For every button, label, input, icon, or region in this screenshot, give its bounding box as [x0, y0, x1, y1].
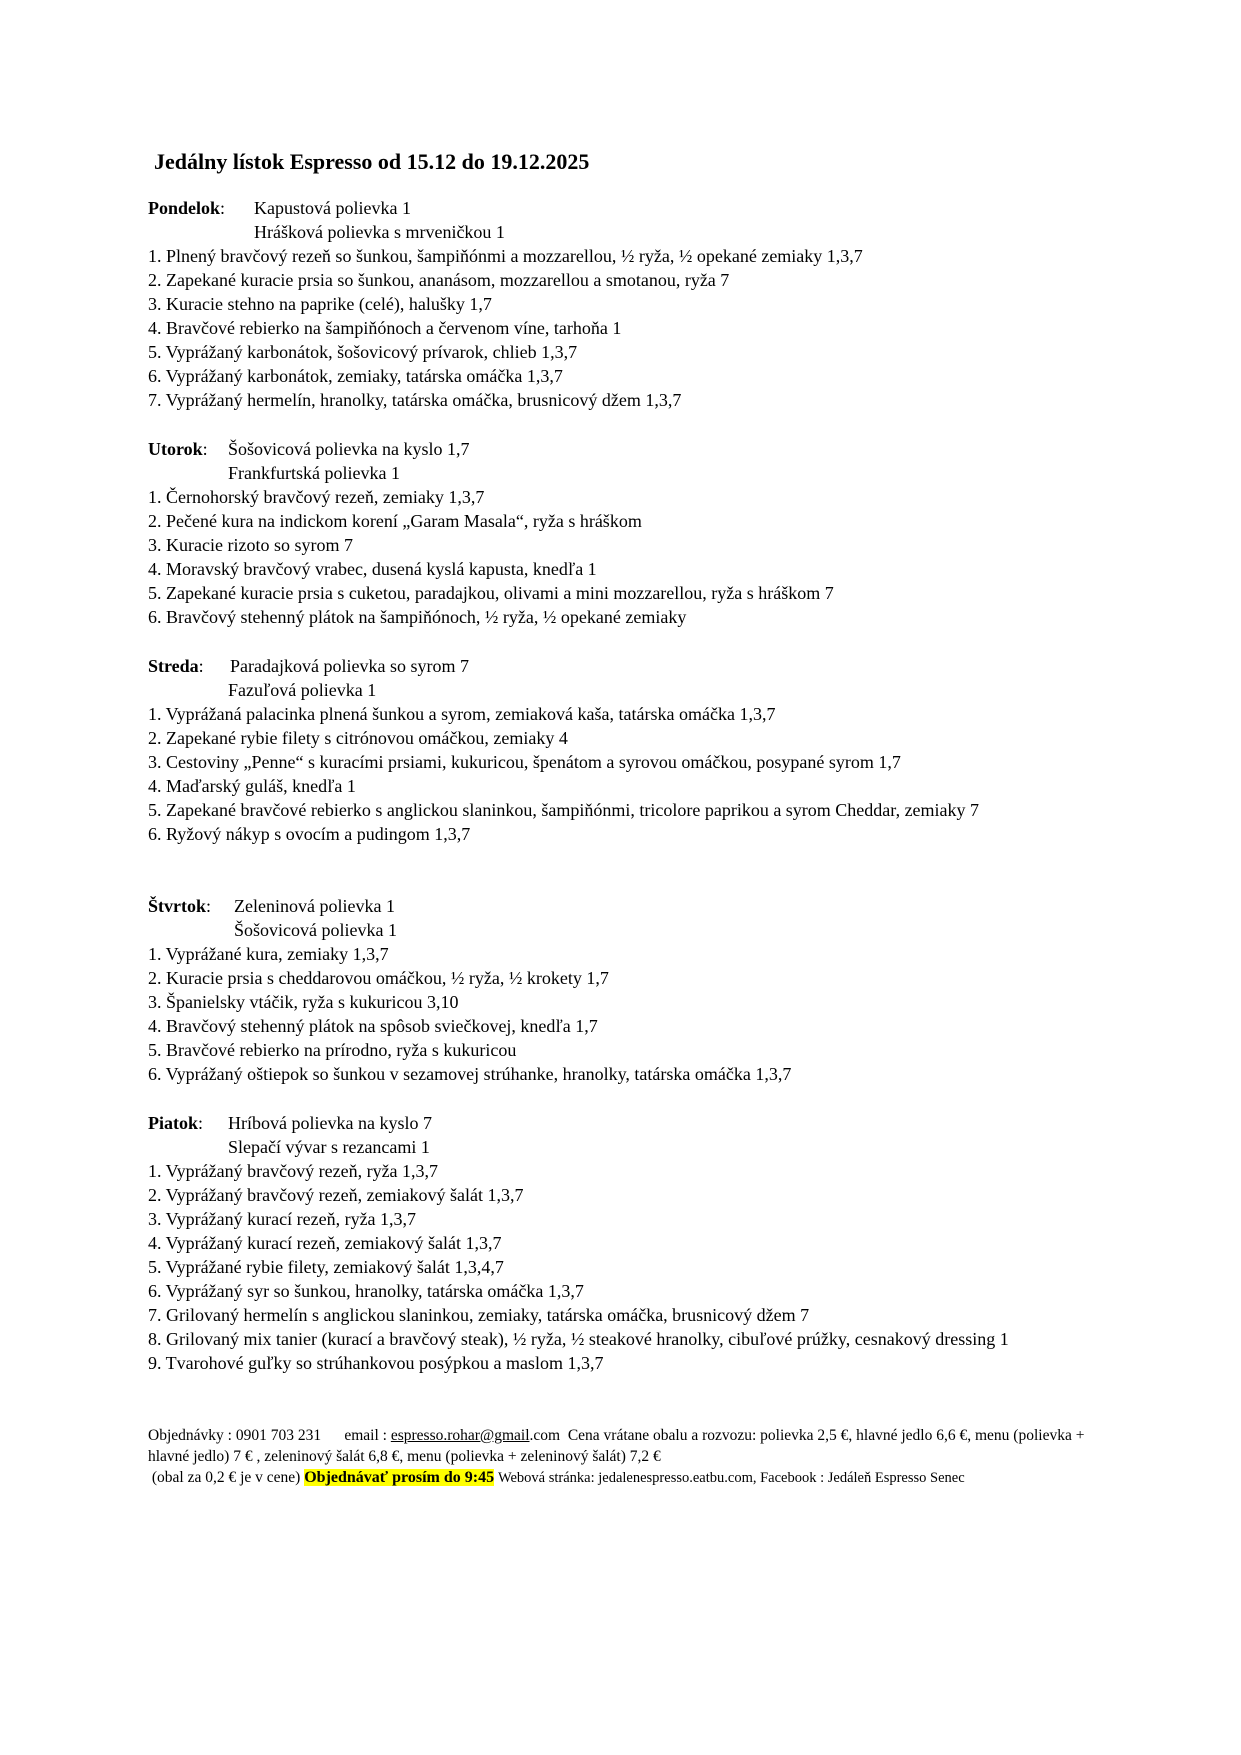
- dish-item: 4. Maďarský guláš, knedľa 1: [148, 776, 356, 796]
- dish-item: 3. Španielsky vtáčik, ryža s kukuricou 3,10: [148, 992, 459, 1012]
- email-label: email :: [344, 1427, 387, 1444]
- dish-item: 6. Vyprážaný syr so šunkou, hranolky, tatárska omáčka 1,3,7: [148, 1281, 584, 1301]
- soup-item: Zeleninová polievka 1: [234, 896, 395, 916]
- soup-item: Šošovicová polievka na kyslo 1,7: [228, 439, 470, 459]
- dish-item: 2. Zapekané kuracie prsia so šunkou, ananásom, mozzarellou a smotanou, ryža 7: [148, 270, 730, 290]
- soup-item: Šošovicová polievka 1: [234, 920, 397, 940]
- day-name: Štvrtok: [148, 896, 206, 916]
- dish-item: 6. Bravčový stehenný plátok na šampiňónoch, ½ ryža, ½ opekané zemiaky: [148, 607, 687, 627]
- dish-item: 1. Vyprážané kura, zemiaky 1,3,7: [148, 944, 389, 964]
- packaging-note: (obal za 0,2 € je v cene): [151, 1469, 301, 1486]
- dish-item: 3. Vyprážaný kurací rezeň, ryža 1,3,7: [148, 1209, 417, 1229]
- soup-item: Hríbová polievka na kyslo 7: [228, 1113, 432, 1133]
- dish-item: 7. Vyprážaný hermelín, hranolky, tatárska omáčka, brusnicový džem 1,3,7: [148, 390, 682, 410]
- dish-item: 3. Kuracie stehno na paprike (celé), halušky 1,7: [148, 294, 492, 314]
- day-name: Piatok: [148, 1113, 199, 1133]
- dish-item: 4. Vyprážaný kurací rezeň, zemiakový šalát 1,3,7: [148, 1233, 502, 1253]
- dish-item: 1. Plnený bravčový rezeň so šunkou, šampiňónmi a mozzarellou, ½ ryža, ½ opekané zemiaky 1,3,7: [148, 246, 863, 266]
- day-name: Utorok: [148, 439, 203, 459]
- email-link[interactable]: espresso.rohar@gmail: [390, 1427, 530, 1444]
- soup-item: Paradajková polievka so syrom 7: [230, 656, 469, 676]
- day-section-streda: Streda: Paradajková polievka so syrom 7 Fazuľová polievka 1 1. Vyprážaná palacinka plnená šunkou a syrom, zemiaková kaša, tatárska omáčka 1,3,7 2. Zapekané rybie filety s citrónovou omáčkou, zemiaky 4 3. Cestoviny „Penne“ s kuracími prsiami, kukuricou, špenátom a syrovou omáčkou, posypané syrom 1,7 4. Maďarský guláš, knedľa 1 5. Zapekané bravčové rebierko s anglickou slaninkou, šampiňónmi, tricolore paprikou a syrom Cheddar, zemiaky 7 6. Ryžový nákyp s ovocím a pudingom 1,3,7: [148, 654, 1148, 846]
- dish-item: 2. Pečené kura na indickom korení „Garam Masala“, ryža s hráškom: [148, 511, 642, 531]
- dish-item: 4. Moravský bravčový vrabec, dusená kyslá kapusta, knedľa 1: [148, 559, 597, 579]
- soup-item: Kapustová polievka 1: [254, 198, 411, 218]
- dish-item: 6. Vyprážaný oštiepok so šunkou v sezamovej strúhanke, hranolky, tatárska omáčka 1,3,7: [148, 1064, 792, 1084]
- dish-item: 9. Tvarohové guľky so strúhankovou posýpkou a maslom 1,3,7: [148, 1353, 604, 1373]
- dish-item: 5. Vyprážané rybie filety, zemiakový šalát 1,3,4,7: [148, 1257, 504, 1277]
- dish-item: 2. Vyprážaný bravčový rezeň, zemiakový šalát 1,3,7: [148, 1185, 524, 1205]
- soup-item: Frankfurtská polievka 1: [228, 463, 400, 483]
- page-title: Jedálny lístok Espresso od 15.12 do 19.12.2025: [154, 149, 590, 174]
- dish-item: 5. Bravčové rebierko na prírodno, ryža s kukuricou: [148, 1040, 517, 1060]
- dish-item: 5. Zapekané bravčové rebierko s anglickou slaninkou, šampiňónmi, tricolore paprikou a syrom Cheddar, zemiaky 7: [148, 800, 980, 820]
- dish-item: 5. Zapekané kuracie prsia s cuketou, paradajkou, olivami a mini mozzarellou, ryža s hráškom 7: [148, 583, 834, 603]
- day-section-utorok: Utorok: Šošovicová polievka na kyslo 1,7 Frankfurtská polievka 1 1. Černohorský bravčový rezeň, zemiaky 1,3,7 2. Pečené kura na indickom korení „Garam Masala“, ryža s hráškom 3. Kuracie rizoto so syrom 7 4. Moravský bravčový vrabec, dusená kyslá kapusta, knedľa 1 5. Zapekané kuracie prsia s cuketou, paradajkou, olivami a mini mozzarellou, ryža s hráškom 7 6. Bravčový stehenný plátok na šampiňónoch, ½ ryža, ½ opekané zemiaky: [148, 437, 1148, 629]
- day-section-piatok: Piatok: Hríbová polievka na kyslo 7 Slepačí vývar s rezancami 1 1. Vyprážaný bravčový rezeň, ryža 1,3,7 2. Vyprážaný bravčový rezeň, zemiakový šalát 1,3,7 3. Vyprážaný kurací rezeň, ryža 1,3,7 4. Vyprážaný kurací rezeň, zemiakový šalát 1,3,7 5. Vyprážané rybie filety, zemiakový šalát 1,3,4,7 6. Vyprážaný syr so šunkou, hranolky, tatárska omáčka 1,3,7 7. Grilovaný hermelín s anglickou slaninkou, zemiaky, tatárska omáčka, brusnicový džem 7 8. Grilovaný mix tanier (kurací a bravčový steak), ½ ryža, ½ steakové hranolky, cibuľové prúžky, cesnakový dressing 1 9. Tvarohové guľky so strúhankovou posýpkou a maslom 1,3,7: [148, 1111, 1148, 1375]
- order-deadline: Objednávať prosím do 9:45: [304, 1469, 495, 1486]
- soup-item: Slepačí vývar s rezancami 1: [228, 1137, 430, 1157]
- dish-item: 2. Kuracie prsia s cheddarovou omáčkou, ½ ryža, ½ krokety 1,7: [148, 968, 609, 988]
- orders-phone: Objednávky : 0901 703 231: [148, 1427, 322, 1444]
- day-section-pondelok: Pondelok: Kapustová polievka 1 Hrášková polievka s mrveničkou 1 1. Plnený bravčový rezeň so šunkou, šampiňónmi a mozzarellou, ½ ryža, ½ opekané zemiaky 1,3,7 2. Zapekané kuracie prsia so šunkou, ananásom, mozzarellou a smotanou, ryža 7 3. Kuracie stehno na paprike (celé), halušky 1,7 4. Bravčové rebierko na šampiňónoch a červenom víne, tarhoňa 1 5. Vyprážaný karbonátok, šošovicový prívarok, chlieb 1,3,7 6. Vyprážaný karbonátok, zemiaky, tatárska omáčka 1,3,7 7. Vyprážaný hermelín, hranolky, tatárska omáčka, brusnicový džem 1,3,7: [148, 196, 1148, 412]
- dish-item: 8. Grilovaný mix tanier (kurací a bravčový steak), ½ ryža, ½ steakové hranolky, cibuľové prúžky, cesnakový dressing 1: [148, 1329, 1009, 1349]
- email-domain: .com: [529, 1427, 561, 1444]
- dish-item: 3. Cestoviny „Penne“ s kuracími prsiami, kukuricou, špenátom a syrovou omáčkou, posypané syrom 1,7: [148, 752, 901, 772]
- dish-item: 1. Vyprážaný bravčový rezeň, ryža 1,3,7: [148, 1161, 439, 1181]
- day-name: Pondelok: [148, 198, 221, 218]
- dish-item: 6. Ryžový nákyp s ovocím a pudingom 1,3,7: [148, 824, 471, 844]
- dish-item: 4. Bravčový stehenný plátok na spôsob sviečkovej, knedľa 1,7: [148, 1016, 598, 1036]
- soup-item: Fazuľová polievka 1: [228, 680, 377, 700]
- footer-info: [148, 1425, 1108, 1489]
- dish-item: 2. Zapekané rybie filety s citrónovou omáčkou, zemiaky 4: [148, 728, 568, 748]
- dish-item: 6. Vyprážaný karbonátok, zemiaky, tatárska omáčka 1,3,7: [148, 366, 563, 386]
- day-section-stvrtok: Štvrtok: Zeleninová polievka 1 Šošovicová polievka 1 1. Vyprážané kura, zemiaky 1,3,7 2. Kuracie prsia s cheddarovou omáčkou, ½ ryža, ½ krokety 1,7 3. Španielsky vtáčik, ryža s kukuricou 3,10 4. Bravčový stehenný plátok na spôsob sviečkovej, knedľa 1,7 5. Bravčové rebierko na prírodno, ryža s kukuricou 6. Vyprážaný oštiepok so šunkou v sezamovej strúhanke, hranolky, tatárska omáčka 1,3,7: [148, 894, 1148, 1086]
- price-info: Cena vrátane obalu a rozvozu: polievka 2,5 €, hlavné jedlo 6,6 €, menu (polievka + hlavné jedlo) 7 € , zeleninový šalát 6,8 €, menu (polievka + zeleninový šalát) 7,2 €: [148, 1427, 1085, 1465]
- dish-item: 7. Grilovaný hermelín s anglickou slaninkou, zemiaky, tatárska omáčka, brusnicový džem 7: [148, 1305, 810, 1325]
- dish-item: 5. Vyprážaný karbonátok, šošovicový prívarok, chlieb 1,3,7: [148, 342, 578, 362]
- soup-item: Hrášková polievka s mrveničkou 1: [254, 222, 505, 242]
- web-info: Webová stránka: jedalenespresso.eatbu.com, Facebook : Jedáleň Espresso Senec: [497, 1470, 965, 1486]
- dish-item: 1. Vyprážaná palacinka plnená šunkou a syrom, zemiaková kaša, tatárska omáčka 1,3,7: [148, 704, 776, 724]
- dish-item: 4. Bravčové rebierko na šampiňónoch a červenom víne, tarhoňa 1: [148, 318, 622, 338]
- dish-item: 3. Kuracie rizoto so syrom 7: [148, 535, 353, 555]
- dish-item: 1. Černohorský bravčový rezeň, zemiaky 1,3,7: [148, 487, 485, 507]
- day-name: Streda: [148, 656, 199, 676]
